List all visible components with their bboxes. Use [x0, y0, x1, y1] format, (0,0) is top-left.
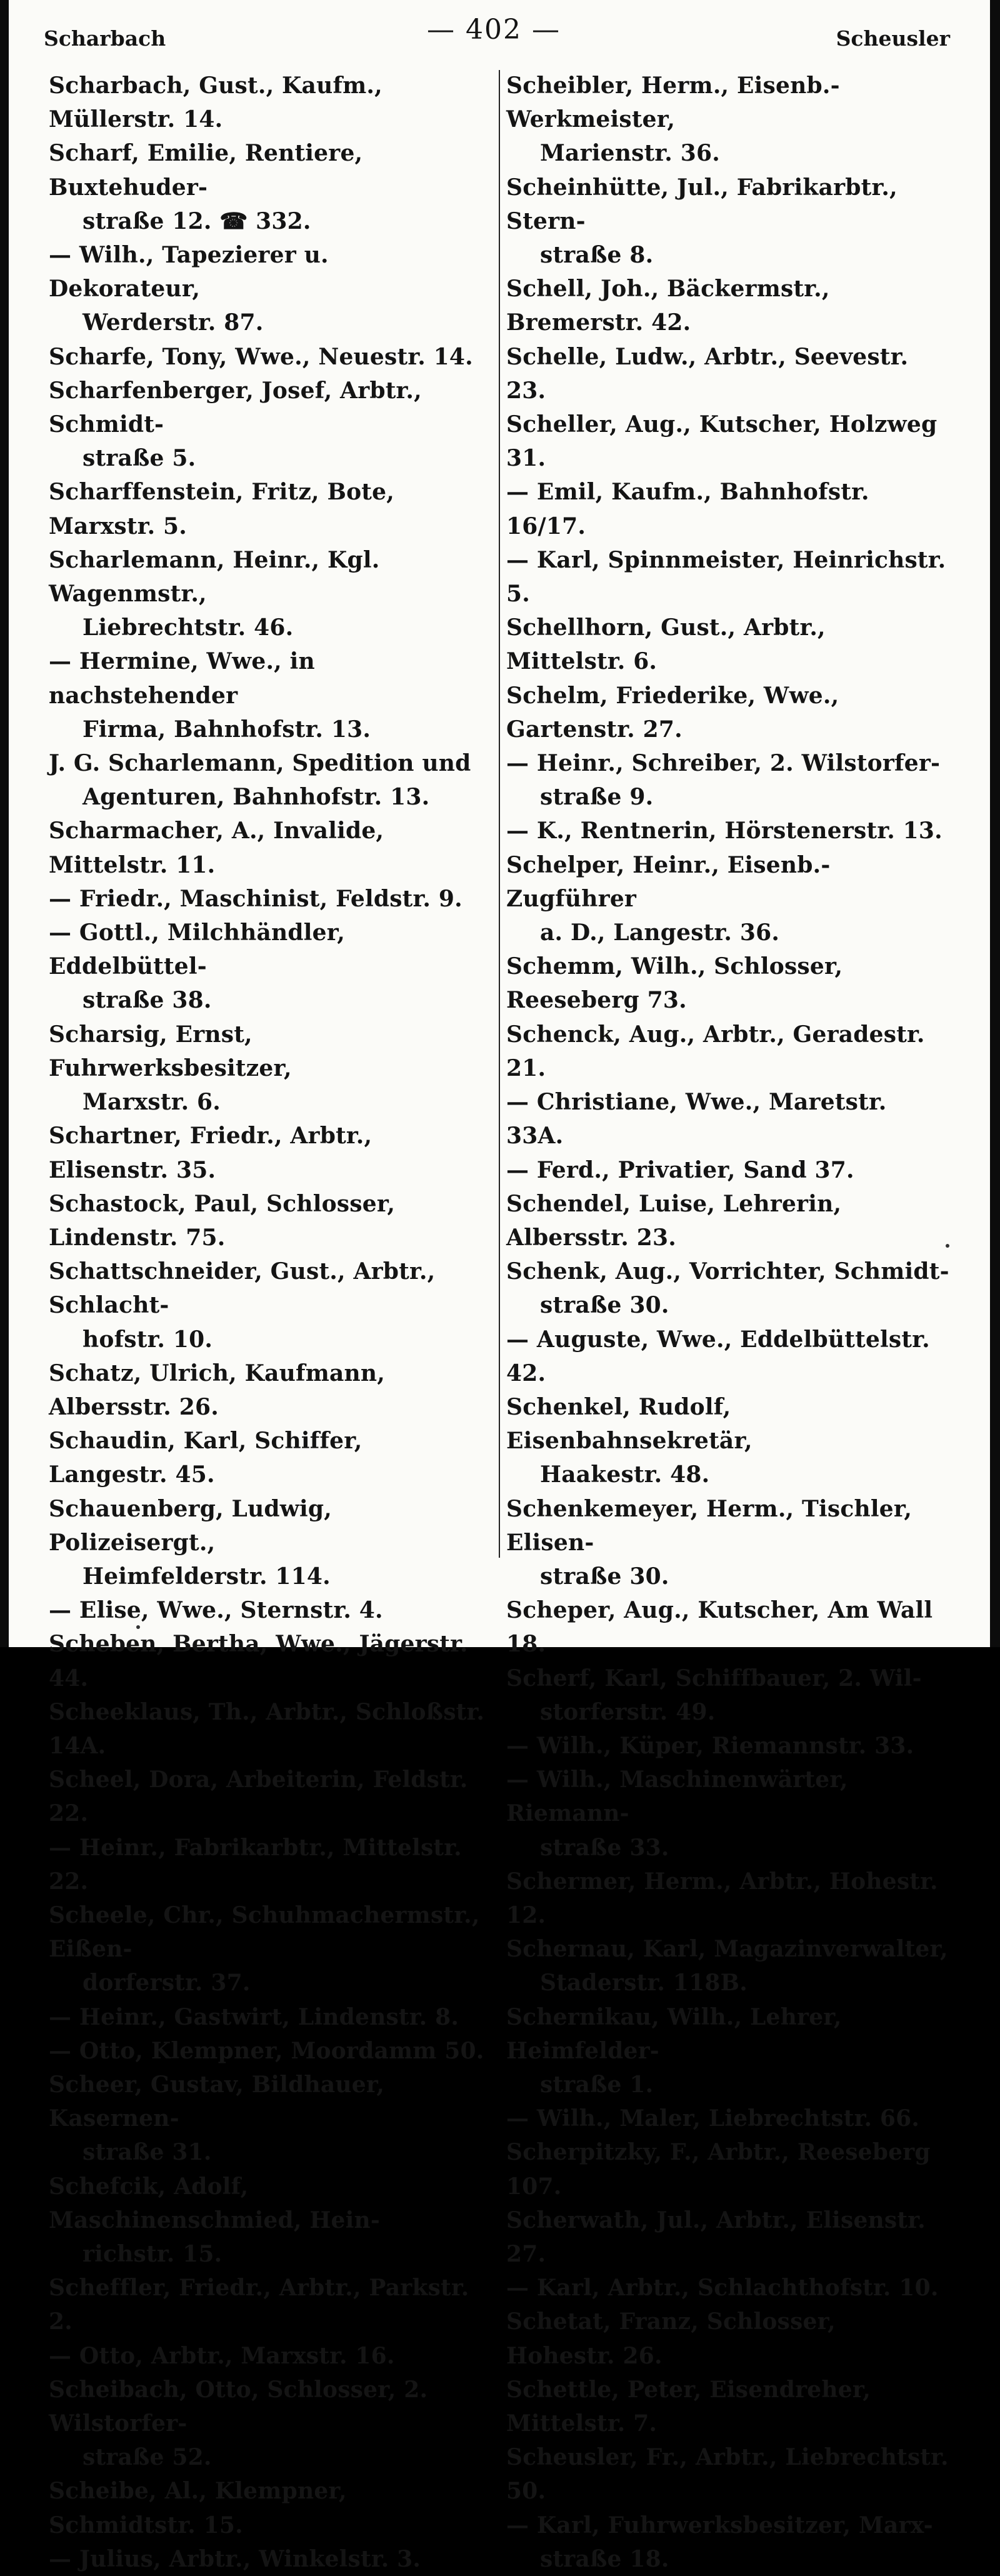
entry-text: Schelle, Ludw., Arbtr., Seevestr. 23. [506, 343, 909, 404]
directory-entry [49, 814, 486, 881]
entry-continuation: straße 9. [540, 784, 654, 811]
entry-text: Scheper, Aug., Kutscher, Am Wall 18. [506, 1597, 933, 1658]
directory-entry [506, 171, 951, 273]
directory-entry [49, 1627, 486, 1695]
entry-continuation: straße 5. [82, 445, 196, 472]
entry-text: — Gottl., Milchhändler, Eddelbüttel- [49, 920, 346, 980]
directory-entry [49, 1119, 486, 1186]
running-head-right: Scheusler [836, 26, 950, 51]
entry-continuation: straße 31. [82, 2139, 212, 2166]
directory-entry [49, 475, 486, 543]
entry-text: — Wilh., Tapezierer u. Dekorateur, [49, 242, 329, 303]
entry-text: Scharbach, Gust., Kaufm., Müllerstr. 14. [49, 73, 382, 133]
running-head-left: Scharbach [44, 26, 166, 51]
entry-text: Schemm, Wilh., Schlosser, Reeseberg 73. [506, 953, 843, 1014]
entry-text: — Otto, Arbtr., Marxstr. 16. [49, 2342, 395, 2369]
entry-text: Scheel, Dora, Arbeiterin, Feldstr. 22. [49, 1767, 468, 1827]
directory-entry [506, 1085, 951, 1153]
entry-text: — Heinr., Schreiber, 2. Wilstorfer- [506, 750, 941, 777]
directory-entry [506, 746, 951, 814]
entry-continuation: straße 18. [540, 2545, 669, 2572]
directory-entry [506, 2271, 951, 2305]
directory-entry [506, 2305, 951, 2372]
directory-entry [49, 136, 486, 238]
entry-text: Schellhorn, Gust., Arbtr., Mittelstr. 6. [506, 614, 826, 675]
entry-continuation: Liebrechtstr. 46. [82, 614, 294, 641]
entry-text: Scherwath, Jul., Arbtr., Elisenstr. 27. [506, 2207, 926, 2267]
entry-text: Schernikau, Wilh., Lehrer, Heimfelder- [506, 2003, 842, 2064]
entry-text: Schetat, Franz, Schlosser, Hohestr. 26. [506, 2308, 836, 2369]
directory-entry [506, 272, 951, 339]
entry-continuation: Staderstr. 118B. [540, 1970, 748, 1997]
directory-entry [49, 2000, 486, 2034]
directory-entry [49, 2542, 486, 2576]
entry-text: — K., Rentnerin, Hörstenerstr. 13. [506, 818, 942, 844]
directory-entry [506, 679, 951, 746]
directory-entry [49, 1763, 486, 1830]
directory-entry [506, 2440, 951, 2508]
entry-text: — Wilh., Maschinenwärter, Riemann- [506, 1767, 848, 1827]
entry-text: — Karl, Fuhrwerksbesitzer, Marx- [506, 2512, 933, 2538]
entry-continuation: straße 30. [540, 1563, 669, 1590]
entry-continuation: straße 8. [540, 242, 654, 269]
entry-text: Schauenberg, Ludwig, Polizeisergt., [49, 1495, 332, 1556]
directory-entry [49, 1695, 486, 1763]
entry-text: — Wilh., Maler, Liebrechtstr. 66. [506, 2105, 920, 2132]
entry-text: Scheinhütte, Jul., Fabrikarbtr., Stern- [506, 174, 898, 234]
entry-text: — Friedr., Maschinist, Feldstr. 9. [49, 885, 462, 912]
directory-entry [506, 1661, 951, 1729]
directory-entry [506, 543, 951, 611]
directory-entry [49, 238, 486, 340]
directory-entry [49, 2271, 486, 2338]
directory-entry [506, 2000, 951, 2102]
entry-text: Scheibler, Herm., Eisenb.-Werkmeister, [506, 73, 840, 133]
entry-text: J. G. Scharlemann, Spedition und [49, 750, 471, 777]
print-speck [136, 1625, 140, 1629]
entry-continuation: Haakestr. 48. [540, 1461, 710, 1488]
entry-continuation: straße 38. [82, 987, 212, 1014]
page-number: — 402 — [427, 14, 561, 46]
right-column [506, 69, 951, 2576]
entry-text: Scheeklaus, Th., Arbtr., Schloßstr. 14A. [49, 1698, 485, 1759]
directory-entry [49, 2034, 486, 2068]
directory-entry [506, 69, 951, 171]
directory-entry [49, 2339, 486, 2373]
entry-continuation: Werderstr. 87. [82, 309, 264, 336]
entry-text: Scharlemann, Heinr., Kgl. Wagenmstr., [49, 546, 380, 608]
entry-text: — Christiane, Wwe., Maretstr. 33A. [506, 1089, 887, 1150]
entry-continuation: storferstr. 49. [540, 1698, 716, 1725]
entry-text: Scherf, Karl, Schiffbauer, 2. Wil- [506, 1665, 922, 1691]
directory-entry [506, 2373, 951, 2440]
entry-text: Schattschneider, Gust., Arbtr., Schlacht- [49, 1258, 436, 1319]
directory-entry [49, 1492, 486, 1594]
entry-continuation: straße 52. [82, 2444, 212, 2471]
entry-continuation: Marienstr. 36. [540, 140, 720, 167]
entry-text: Schatz, Ulrich, Kaufmann, Albersstr. 26. [49, 1360, 386, 1420]
directory-entry [49, 2170, 486, 2272]
entry-text: — Karl, Spinnmeister, Heinrichstr. 5. [506, 546, 946, 608]
directory-entry [49, 69, 486, 136]
directory-entry [506, 1932, 951, 2000]
entry-text: — Auguste, Wwe., Eddelbüttelstr. 42. [506, 1326, 930, 1386]
entry-text: — Hermine, Wwe., in nachstehender [49, 648, 315, 709]
entry-text: Schermer, Herm., Arbtr., Hohestr. 12. [506, 1868, 938, 1928]
entry-text: Scheibach, Otto, Schlosser, 2. Wilstorfer- [49, 2376, 428, 2437]
directory-entry [506, 814, 951, 848]
entry-text: Schenk, Aug., Vorrichter, Schmidt- [506, 1258, 949, 1285]
directory-entry [49, 1255, 486, 1356]
entry-text: Schettle, Peter, Eisendreher, Mittelstr. 7. [506, 2376, 871, 2437]
entry-continuation: straße 30. [540, 1292, 669, 1319]
directory-entry [506, 1187, 951, 1255]
directory-entry [49, 1424, 486, 1491]
directory-entry [506, 1492, 951, 1594]
entry-continuation: straße 1. [540, 2071, 654, 2098]
directory-entry [506, 1593, 951, 1661]
entry-text: — Heinr., Gastwirt, Lindenstr. 8. [49, 2003, 459, 2030]
entry-continuation: hofstr. 10. [82, 1326, 213, 1353]
entry-text: — Emil, Kaufm., Bahnhofstr. 16/17. [506, 479, 869, 539]
entry-text: Scharfenberger, Josef, Arbtr., Schmidt- [49, 377, 422, 438]
directory-entry [49, 644, 486, 746]
entry-text: — Julius, Arbtr., Winkelstr. 3. [49, 2545, 421, 2572]
directory-entry [506, 950, 951, 1017]
entry-text: Schernau, Karl, Magazinverwalter, [506, 1936, 948, 1963]
directory-entry [49, 746, 486, 814]
entry-text: Schelm, Friederike, Wwe., Gartenstr. 27. [506, 682, 839, 743]
directory-entry [506, 2135, 951, 2203]
directory-entry [49, 1356, 486, 1424]
directory-entry [506, 2102, 951, 2135]
entry-text: Schartner, Friedr., Arbtr., Elisenstr. 35. [49, 1123, 372, 1183]
entry-text: Scharmacher, A., Invalide, Mittelstr. 11. [49, 818, 384, 878]
directory-entry [49, 2474, 486, 2542]
entry-continuation: Marxstr. 6. [82, 1089, 221, 1116]
entry-text: Scherpitzky, F., Arbtr., Reeseberg 107. [506, 2139, 931, 2200]
entry-text: Schaudin, Karl, Schiffer, Langestr. 45. [49, 1428, 362, 1488]
entry-text: Schenkemeyer, Herm., Tischler, Elisen- [506, 1495, 912, 1556]
directory-entry [49, 2373, 486, 2475]
directory-entry [506, 1323, 951, 1390]
directory-entry [506, 611, 951, 678]
entry-text: Scheele, Chr., Schuhmachermstr., Eißen- [49, 1902, 480, 1963]
directory-entry [49, 916, 486, 1018]
entry-text: Scheer, Gustav, Bildhauer, Kasernen- [49, 2071, 385, 2132]
entry-text: — Elise, Wwe., Sternstr. 4. [49, 1597, 383, 1624]
directory-entry [506, 1153, 951, 1187]
directory-entry [49, 340, 486, 374]
entry-text: — Heinr., Fabrikarbtr., Mittelstr. 22. [49, 1834, 462, 1895]
entry-text: Schendel, Luise, Lehrerin, Albersstr. 23. [506, 1190, 842, 1251]
entry-text: Scharffenstein, Fritz, Bote, Marxstr. 5. [49, 479, 394, 539]
print-speck [946, 1244, 949, 1248]
directory-entry [506, 408, 951, 475]
entry-text: Scheibe, Al., Klempner, Schmidtstr. 15. [49, 2478, 347, 2538]
directory-entry [49, 1018, 486, 1120]
entry-text: — Wilh., Küper, Riemannstr. 33. [506, 1732, 914, 1759]
entry-text: — Otto, Klempner, Moordamm 50. [49, 2037, 484, 2064]
entry-text: Schastock, Paul, Schlosser, Lindenstr. 75. [49, 1190, 396, 1251]
entry-text: Scharf, Emilie, Rentiere, Buxtehuder- [49, 140, 363, 201]
entry-text: Schenkel, Rudolf, Eisenbahnsekretär, [506, 1393, 752, 1455]
entry-text: Scheller, Aug., Kutscher, Holzweg 31. [506, 411, 938, 472]
entry-continuation: dorferstr. 37. [82, 1970, 251, 1997]
entry-continuation: Heimfelderstr. 114. [82, 1563, 331, 1590]
entry-text: Scheffler, Friedr., Arbtr., Parkstr. 2. [49, 2275, 469, 2335]
entry-text: Schefcik, Adolf, Maschinenschmied, Hein- [49, 2173, 381, 2233]
directory-entry [49, 543, 486, 645]
directory-entry [506, 2508, 951, 2576]
page-header [44, 14, 950, 58]
entry-text: Scharsig, Ernst, Fuhrwerksbesitzer, [49, 1021, 292, 1081]
entry-continuation: a. D., Langestr. 36. [540, 920, 780, 946]
directory-entry [506, 1018, 951, 1085]
directory-entry [49, 2068, 486, 2170]
entry-text: Schenck, Aug., Arbtr., Geradestr. 21. [506, 1021, 925, 1081]
directory-entry [506, 1865, 951, 1932]
directory-entry [49, 882, 486, 916]
entry-continuation: straße 33. [540, 1834, 669, 1861]
directory-entry [506, 475, 951, 543]
entry-text: Scheben, Bertha, Wwe., Jägerstr. 44. [49, 1631, 468, 1691]
directory-entry [506, 2203, 951, 2271]
entry-continuation: straße 12. ☎ 332. [82, 208, 311, 234]
directory-entry [49, 1187, 486, 1255]
directory-entry [506, 1763, 951, 1865]
directory-entry [506, 848, 951, 950]
entry-text: Scharfe, Tony, Wwe., Neuestr. 14. [49, 343, 473, 370]
entry-text: — Karl, Arbtr., Schlachthofstr. 10. [506, 2275, 939, 2302]
column-divider [499, 70, 500, 1558]
directory-entry [49, 1593, 486, 1627]
entry-text: — Ferd., Privatier, Sand 37. [506, 1156, 854, 1183]
directory-entry [506, 1390, 951, 1492]
directory-entry [49, 374, 486, 476]
entry-text: Scheusler, Fr., Arbtr., Liebrechtstr. 50. [506, 2444, 949, 2505]
directory-entry [49, 1898, 486, 2000]
entry-text: Schell, Joh., Bäckermstr., Bremerstr. 42. [506, 276, 830, 336]
entry-continuation: richstr. 15. [82, 2241, 222, 2267]
entry-text: Schelper, Heinr., Eisenb.-Zugführer [506, 851, 831, 912]
directory-entry [506, 1255, 951, 1322]
directory-entry [49, 1831, 486, 1898]
entry-continuation: Firma, Bahnhofstr. 13. [82, 716, 371, 743]
entry-continuation: Agenturen, Bahnhofstr. 13. [82, 784, 430, 811]
directory-entry [506, 340, 951, 408]
left-column [49, 69, 486, 2576]
directory-entry [506, 1729, 951, 1763]
